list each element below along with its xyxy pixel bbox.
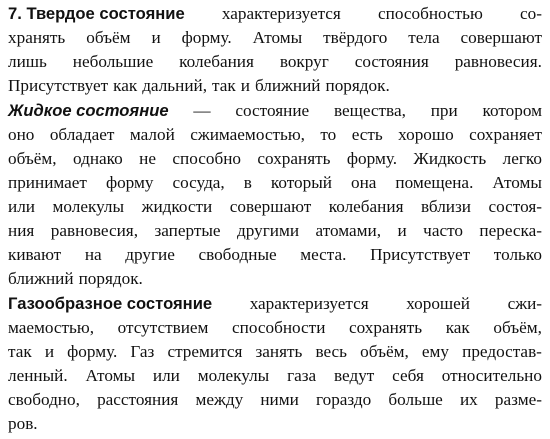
word: небольшие <box>72 52 154 71</box>
word: ними <box>260 390 299 409</box>
word: сохранять <box>257 149 331 168</box>
word: состояние <box>235 101 310 120</box>
text-line <box>8 316 542 340</box>
word: способностью <box>378 4 483 23</box>
word: их <box>459 390 478 409</box>
word: совершают <box>229 197 312 216</box>
word: часто <box>423 221 463 240</box>
word: порядок. <box>78 269 143 288</box>
word: состояния <box>354 52 429 71</box>
word: форму. <box>346 149 398 168</box>
word: как <box>113 76 138 95</box>
word: и <box>397 221 407 240</box>
word: другие <box>125 245 175 264</box>
word: молекулы <box>197 366 270 385</box>
word: свободно, <box>8 390 80 409</box>
word: при <box>430 101 458 120</box>
text-line <box>8 364 542 388</box>
word: больше <box>388 390 443 409</box>
word: газа <box>287 366 317 385</box>
text-line <box>8 195 542 219</box>
word: и <box>240 76 250 95</box>
word: молекулы <box>52 197 125 216</box>
word: котором <box>482 101 542 120</box>
word: вещества, <box>333 101 406 120</box>
word: маемостью, <box>8 318 95 337</box>
word: форму. <box>67 342 118 361</box>
word: со- <box>520 4 542 23</box>
word: она <box>350 173 377 192</box>
word: сжимаемостью, <box>190 125 305 144</box>
word: жидкости <box>141 197 213 216</box>
text-line <box>8 340 542 364</box>
word: совершают <box>460 28 542 47</box>
word: ближний <box>8 269 74 288</box>
word: помещена. <box>395 173 474 192</box>
word: тела <box>408 28 440 47</box>
word: есть <box>351 125 383 144</box>
word: порядок. <box>325 76 390 95</box>
word: и <box>151 28 161 47</box>
word: ведут <box>334 366 375 385</box>
word: Атомы <box>85 366 136 385</box>
word: объём <box>86 28 131 47</box>
word: легко <box>502 149 542 168</box>
word: хранять <box>8 28 66 47</box>
word: свободные <box>198 245 277 264</box>
word: Газ <box>130 342 155 361</box>
word: только <box>493 245 542 264</box>
word: стремится <box>167 342 243 361</box>
word: предостав- <box>462 342 542 361</box>
word: твёрдого <box>323 28 388 47</box>
word: сжи- <box>507 294 542 313</box>
word: хорошей <box>406 294 470 313</box>
term-solid-state: 7. Твердое состояние <box>8 4 185 23</box>
word: хорошо <box>398 125 454 144</box>
word: то <box>320 125 337 144</box>
word: или <box>8 197 35 216</box>
word: ленный. <box>8 366 68 385</box>
word: на <box>84 245 102 264</box>
word: состоя- <box>488 197 542 216</box>
word: так <box>8 342 32 361</box>
word: ему <box>421 342 449 361</box>
word: гораздо <box>316 390 372 409</box>
word: колебания <box>179 52 254 71</box>
word: разме- <box>494 390 542 409</box>
word: который <box>270 173 332 192</box>
word: переска- <box>479 221 542 240</box>
word: малой <box>129 125 175 144</box>
word: занять <box>255 342 303 361</box>
word: лишь <box>8 52 47 71</box>
word: обладает <box>49 125 115 144</box>
word: или <box>152 366 180 385</box>
word: форму <box>105 173 154 192</box>
word: Атомы <box>492 173 542 192</box>
term-gaseous-state: Газообразное состояние <box>8 294 213 313</box>
word: ров. <box>8 414 38 433</box>
word: оно <box>8 125 35 144</box>
text-line <box>8 219 542 243</box>
word: не <box>139 149 156 168</box>
word: однако <box>73 149 123 168</box>
text-line <box>8 26 542 50</box>
word: между <box>195 390 244 409</box>
word: в <box>243 173 252 192</box>
word: принимает <box>8 173 87 192</box>
word: Атомы <box>252 28 303 47</box>
word: ближний <box>254 76 321 95</box>
word: объём, <box>493 318 542 337</box>
word: равновесия, <box>50 221 139 240</box>
word: относительно <box>441 366 542 385</box>
word: сохранять <box>349 318 423 337</box>
text-line <box>8 123 542 147</box>
word: дальний, <box>142 76 208 95</box>
word: места. <box>300 245 347 264</box>
word: кивают <box>8 245 62 264</box>
word: равновесия. <box>454 52 542 71</box>
word: Присутствует <box>370 245 471 264</box>
word: себя <box>392 366 424 385</box>
text-line <box>8 99 542 123</box>
word: сосуда, <box>172 173 225 192</box>
word: расстояния <box>97 390 179 409</box>
text-line <box>8 50 542 74</box>
word: объём, <box>8 149 57 168</box>
word: форму. <box>181 28 232 47</box>
word: атомами, <box>315 221 382 240</box>
word: так <box>212 76 236 95</box>
term-liquid-state: Жидкое состояние <box>8 101 169 120</box>
word: вблизи <box>421 197 471 216</box>
text-line <box>8 388 542 412</box>
word: объём, <box>360 342 409 361</box>
word: Присутствует <box>8 76 109 95</box>
word: сохраняет <box>469 125 542 144</box>
word: отсутствием <box>117 318 209 337</box>
word: весь <box>315 342 348 361</box>
text-line <box>8 412 542 436</box>
word: способно <box>172 149 242 168</box>
word: другими <box>237 221 300 240</box>
word: характеризуется <box>249 294 369 313</box>
word: характеризуется <box>221 4 341 23</box>
word: как <box>445 318 470 337</box>
word: способности <box>232 318 326 337</box>
text-line <box>8 267 542 291</box>
word: запертые <box>154 221 221 240</box>
word: — <box>193 101 211 120</box>
text-line <box>8 74 542 98</box>
word: вокруг <box>279 52 329 71</box>
text-line <box>8 171 542 195</box>
word: колебания <box>328 197 404 216</box>
word: Жидкость <box>413 149 487 168</box>
text-line <box>8 2 542 26</box>
text-line <box>8 243 542 267</box>
word: и <box>44 342 55 361</box>
word: ния <box>8 221 35 240</box>
text-line <box>8 292 542 316</box>
text-line <box>8 147 542 171</box>
